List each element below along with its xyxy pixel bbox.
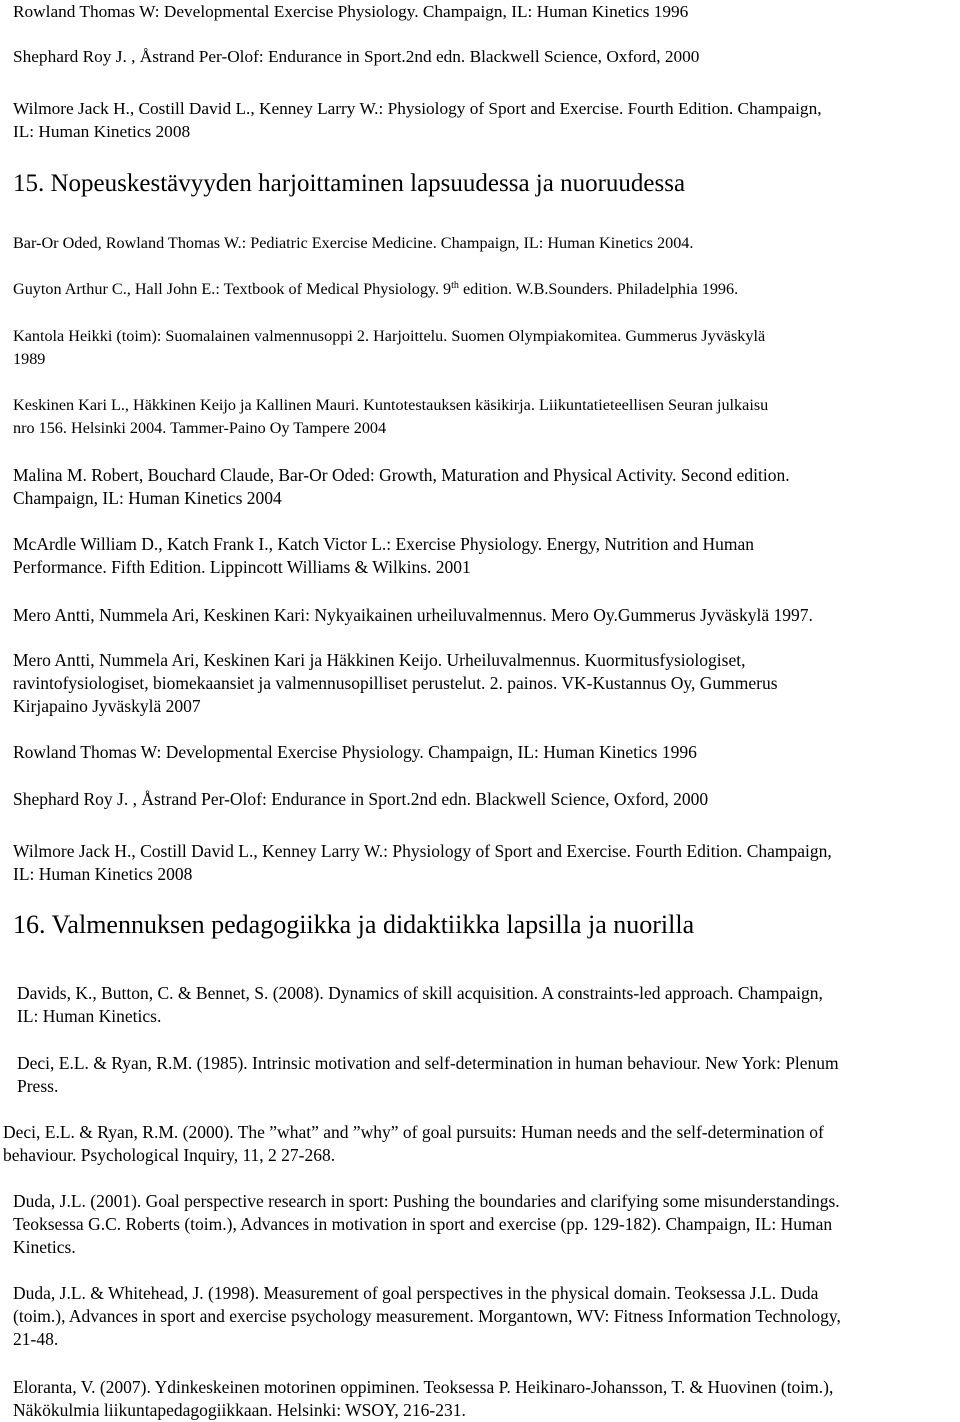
reference-line: Press. bbox=[17, 1076, 59, 1096]
reference-item bbox=[13, 97, 822, 143]
reference-line: Shephard Roy J. , Åstrand Per-Olof: Endurance in Sport.2nd edn. Blackwell Science, Oxford, 2000 bbox=[13, 789, 709, 809]
reference-line: 1989 bbox=[13, 350, 46, 368]
reference-line: Shephard Roy J. , Åstrand Per-Olof: Endurance in Sport.2nd edn. Blackwell Science, Oxford, 2000 bbox=[13, 47, 700, 66]
reference-line: Mero Antti, Nummela Ari, Keskinen Kari: Nykyaikainen urheiluvalmennus. Mero Oy.Gummerus Jyväskylä 1997. bbox=[13, 605, 813, 625]
reference-line: Rowland Thomas W: Developmental Exercise Physiology. Champaign, IL: Human Kinetics 1996 bbox=[13, 2, 689, 21]
reference-line: Duda, J.L. (2001). Goal perspective research in sport: Pushing the boundaries and clarifying some misunderstandings. bbox=[13, 1191, 840, 1211]
reference-line: Kirjapaino Jyväskylä 2007 bbox=[13, 696, 201, 716]
reference-line: Duda, J.L. & Whitehead, J. (1998). Measurement of goal perspectives in the physical domain. Teoksessa J.L. Duda bbox=[13, 1283, 819, 1303]
reference-item bbox=[13, 325, 765, 371]
reference-line: Davids, K., Button, C. & Bennet, S. (2008). Dynamics of skill acquisition. A constraints-led approach. Champaign, bbox=[17, 983, 823, 1003]
reference-line: behaviour. Psychological Inquiry, 11, 2 27-268. bbox=[3, 1145, 336, 1165]
section-heading-15: 15. Nopeuskestävyyden harjoittaminen lapsuudessa ja nuoruudessa bbox=[13, 170, 686, 197]
reference-line: Deci, E.L. & Ryan, R.M. (1985). Intrinsic motivation and self-determination in human behaviour. New York: Plenum bbox=[17, 1053, 839, 1073]
reference-line: IL: Human Kinetics 2008 bbox=[13, 864, 193, 884]
reference-item bbox=[13, 394, 768, 440]
reference-line: Champaign, IL: Human Kinetics 2004 bbox=[13, 488, 282, 508]
reference-line: Deci, E.L. & Ryan, R.M. (2000). The ”what” and ”why” of goal pursuits: Human needs and the self-determination of bbox=[3, 1122, 824, 1142]
reference-line: Näkökulmia liikuntapedagogiikkaan. Helsinki: WSOY, 216-231. bbox=[13, 1400, 466, 1420]
reference-item bbox=[13, 278, 738, 301]
superscript: th bbox=[451, 280, 459, 291]
reference-item bbox=[13, 533, 754, 579]
reference-line: ravintofysiologiset, biomekaansiet ja valmennusopilliset perustelut. 2. painos. VK-Kustannus Oy, Gummerus bbox=[13, 673, 778, 693]
reference-line: McArdle William D., Katch Frank I., Katch Victor L.: Exercise Physiology. Energy, Nutrition and Human bbox=[13, 534, 755, 554]
reference-item bbox=[17, 1052, 839, 1098]
reference-line: (toim.), Advances in sport and exercise psychology measurement. Morgantown, WV: Fitness Information Technology, bbox=[13, 1306, 841, 1326]
reference-item bbox=[3, 1121, 824, 1167]
reference-line: Performance. Fifth Edition. Lippincott Williams & Wilkins. 2001 bbox=[13, 557, 471, 577]
reference-line: Kantola Heikki (toim): Suomalainen valmennusoppi 2. Harjoittelu. Suomen Olympiakomitea. Gummerus Jyväskylä bbox=[13, 327, 766, 345]
reference-line: Bar-Or Oded, Rowland Thomas W.: Pediatric Exercise Medicine. Champaign, IL: Human Kinetics 2004. bbox=[13, 234, 694, 252]
reference-line: Kinetics. bbox=[13, 1237, 76, 1257]
reference-line: Wilmore Jack H., Costill David L., Kenney Larry W.: Physiology of Sport and Exercise. Fourth Edition. Champaign, bbox=[13, 841, 832, 861]
reference-line: 21-48. bbox=[13, 1329, 59, 1349]
section-heading-16: 16. Valmennuksen pedagogiikka ja didaktiikka lapsilla ja nuorilla bbox=[13, 910, 695, 939]
reference-item bbox=[13, 45, 699, 68]
reference-line: Keskinen Kari L., Häkkinen Keijo ja Kallinen Mauri. Kuntotestauksen käsikirja. Liikuntatieteellisen Seuran julkaisu bbox=[13, 396, 769, 414]
reference-line: Teoksessa G.C. Roberts (toim.), Advances in motivation in sport and exercise (pp. 129-182). Champaign, IL: Human bbox=[13, 1214, 833, 1234]
reference-item bbox=[13, 840, 832, 886]
reference-line: IL: Human Kinetics. bbox=[17, 1006, 162, 1026]
reference-line: nro 156. Helsinki 2004. Tammer-Paino Oy Tampere 2004 bbox=[13, 419, 387, 437]
reference-line: Guyton Arthur C., Hall John E.: Textbook of Medical Physiology. 9th edition. W.B.Sounders. Philadelphia 1996. bbox=[13, 280, 739, 298]
reference-item bbox=[13, 232, 693, 255]
reference-item bbox=[13, 0, 688, 23]
reference-item bbox=[13, 604, 813, 627]
reference-item bbox=[13, 788, 708, 811]
reference-line: Wilmore Jack H., Costill David L., Kenney Larry W.: Physiology of Sport and Exercise. Fourth Edition. Champaign, bbox=[13, 99, 822, 118]
reference-item bbox=[13, 1190, 840, 1259]
reference-item bbox=[13, 741, 697, 764]
reference-line: Malina M. Robert, Bouchard Claude, Bar-Or Oded: Growth, Maturation and Physical Activity. Second edition. bbox=[13, 465, 790, 485]
reference-line: Rowland Thomas W: Developmental Exercise Physiology. Champaign, IL: Human Kinetics 1996 bbox=[13, 742, 697, 762]
reference-item bbox=[13, 1376, 833, 1422]
reference-item bbox=[17, 982, 823, 1028]
reference-item bbox=[13, 1282, 841, 1351]
reference-line: Eloranta, V. (2007). Ydinkeskeinen motorinen oppiminen. Teoksessa P. Heikinaro-Johansson, T. & Huovinen (toim.), bbox=[13, 1377, 834, 1397]
reference-item bbox=[13, 464, 790, 510]
reference-item bbox=[13, 649, 778, 718]
reference-line: IL: Human Kinetics 2008 bbox=[13, 122, 191, 141]
reference-line: Mero Antti, Nummela Ari, Keskinen Kari ja Häkkinen Keijo. Urheiluvalmennus. Kuormitusfysiologiset, bbox=[13, 650, 746, 670]
